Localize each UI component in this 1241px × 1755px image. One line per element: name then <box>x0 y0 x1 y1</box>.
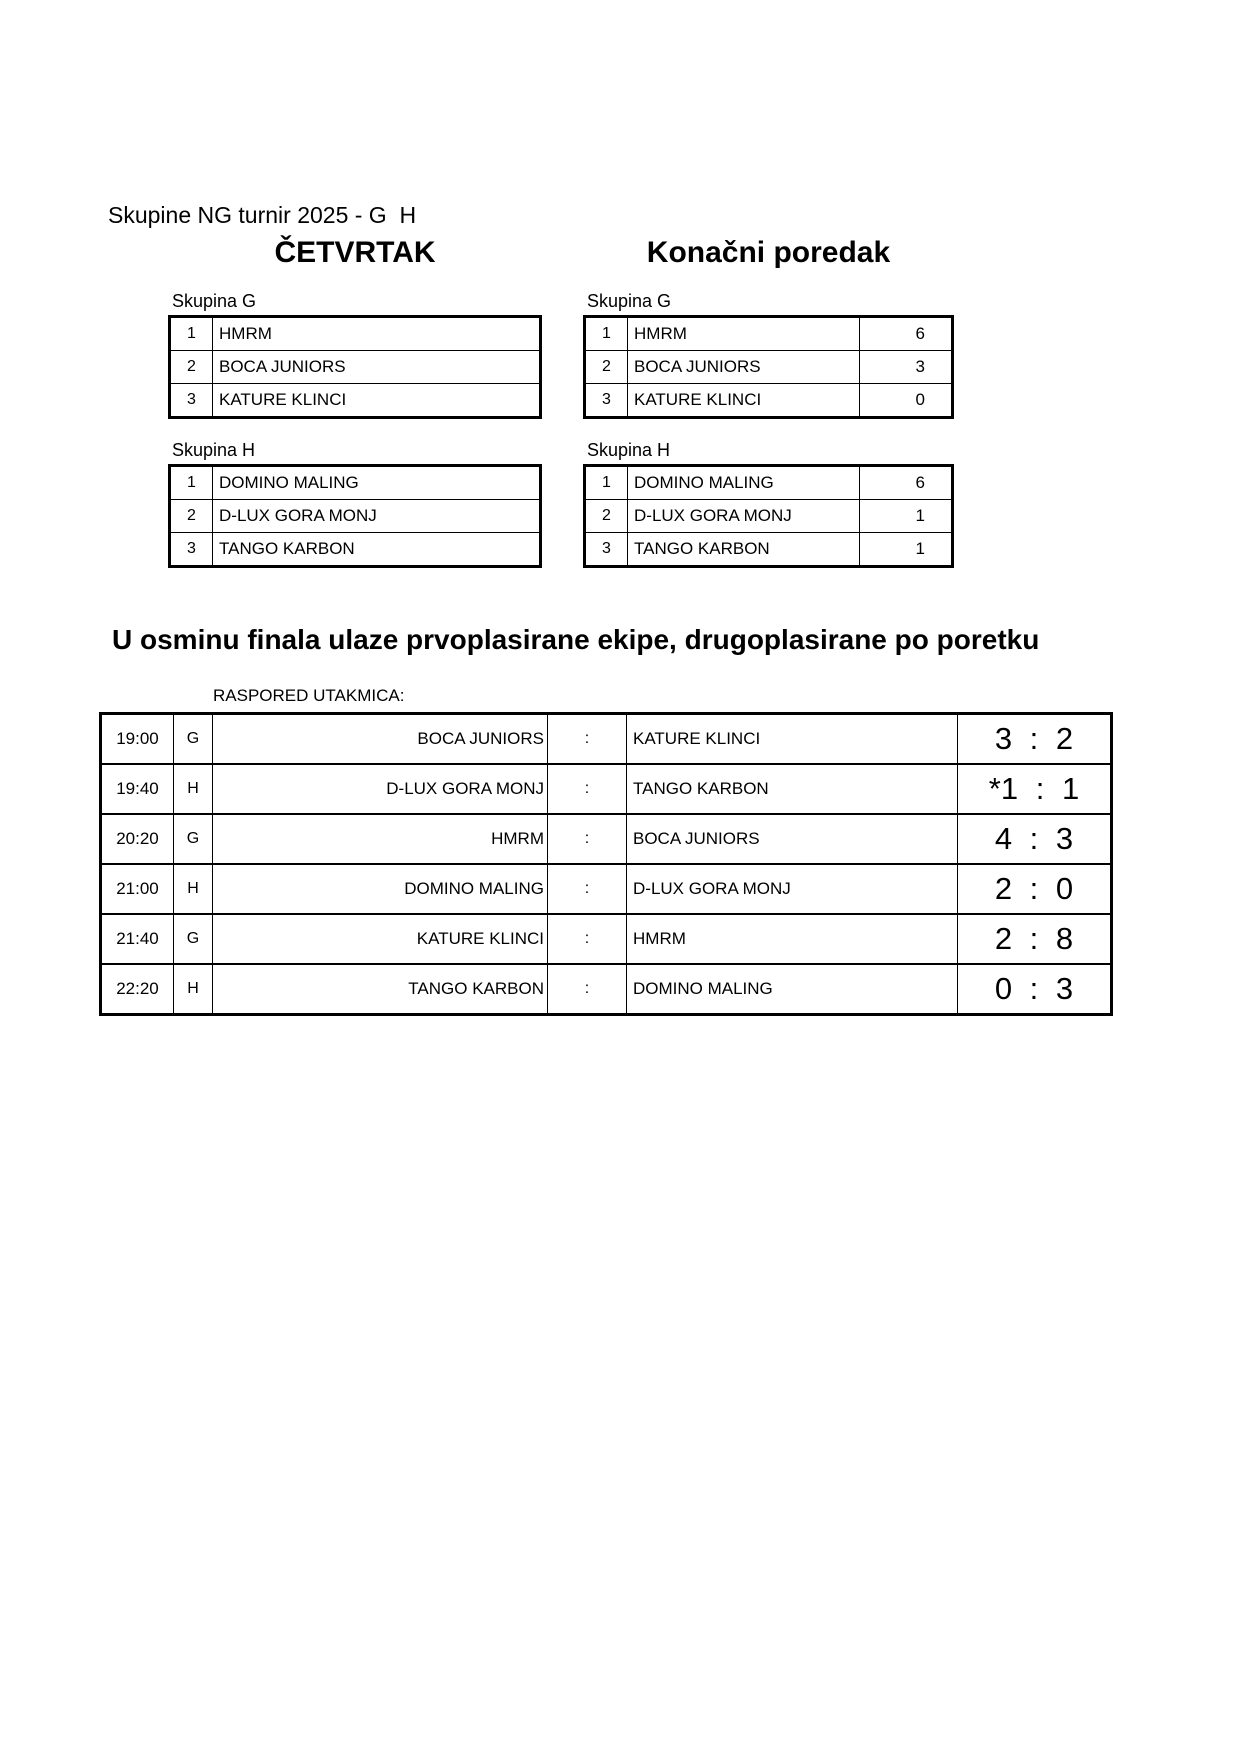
position-cell: 1 <box>170 466 213 500</box>
away-team-cell: D-LUX GORA MONJ <box>627 864 958 914</box>
away-team-cell: DOMINO MALING <box>627 964 958 1015</box>
position-cell: 2 <box>585 500 628 533</box>
position-cell: 1 <box>585 466 628 500</box>
time-cell: 21:00 <box>101 864 174 914</box>
away-team-cell: TANGO KARBON <box>627 764 958 814</box>
skupina-g-label-cetvrtak: Skupina G <box>172 291 257 311</box>
colon-cell: : <box>548 764 627 814</box>
table-row <box>585 351 953 384</box>
position-cell: 2 <box>170 351 213 384</box>
team-cell: HMRM <box>213 317 541 351</box>
time-cell: 20:20 <box>101 814 174 864</box>
table-row <box>585 317 953 351</box>
position-cell: 2 <box>170 500 213 533</box>
table-row <box>585 384 953 418</box>
schedule-table <box>99 712 1113 1016</box>
points-cell: 1 <box>860 500 953 533</box>
position-cell: 3 <box>170 384 213 418</box>
position-cell: 3 <box>170 533 213 567</box>
colon-cell: : <box>548 714 627 765</box>
group-cell: H <box>174 764 213 814</box>
cetvrtak-header: ČETVRTAK <box>274 236 436 269</box>
konacni-group-h-table <box>583 464 954 568</box>
team-cell: BOCA JUNIORS <box>628 351 860 384</box>
home-team-cell: DOMINO MALING <box>213 864 548 914</box>
table-row <box>170 533 541 567</box>
time-cell: 19:40 <box>101 764 174 814</box>
colon-cell: : <box>548 964 627 1015</box>
skupina-g-label-konacni: Skupina G <box>587 291 672 311</box>
home-team-cell: TANGO KARBON <box>213 964 548 1015</box>
team-cell: DOMINO MALING <box>628 466 860 500</box>
table-row <box>170 500 541 533</box>
position-cell: 3 <box>585 533 628 567</box>
note-heading: U osminu finala ulaze prvoplasirane ekipe, drugoplasirane po poretku <box>112 624 1040 655</box>
group-cell: H <box>174 964 213 1015</box>
schedule-row <box>101 814 1112 864</box>
position-cell: 2 <box>585 351 628 384</box>
table-row <box>585 533 953 567</box>
position-cell: 3 <box>585 384 628 418</box>
away-team-cell: HMRM <box>627 914 958 964</box>
group-cell: G <box>174 914 213 964</box>
cetvrtak-group-h-table <box>168 464 542 568</box>
points-cell: 0 <box>860 384 953 418</box>
konacni-poredak-header: Konačni poredak <box>646 236 891 269</box>
team-cell: HMRM <box>628 317 860 351</box>
schedule-row <box>101 964 1112 1015</box>
points-cell: 6 <box>860 466 953 500</box>
group-cell: G <box>174 814 213 864</box>
home-team-cell: KATURE KLINCI <box>213 914 548 964</box>
table-row <box>170 317 541 351</box>
points-cell: 1 <box>860 533 953 567</box>
time-cell: 21:40 <box>101 914 174 964</box>
table-row <box>585 500 953 533</box>
schedule-row <box>101 764 1112 814</box>
score-cell: 2 : 0 <box>958 864 1112 914</box>
table-row <box>170 351 541 384</box>
team-cell: TANGO KARBON <box>628 533 860 567</box>
schedule-row <box>101 914 1112 964</box>
skupina-h-label-konacni: Skupina H <box>587 440 671 460</box>
home-team-cell: D-LUX GORA MONJ <box>213 764 548 814</box>
schedule-label: RASPORED UTAKMICA: <box>213 686 405 705</box>
team-cell: TANGO KARBON <box>213 533 541 567</box>
position-cell: 1 <box>585 317 628 351</box>
team-cell: DOMINO MALING <box>213 466 541 500</box>
colon-cell: : <box>548 864 627 914</box>
schedule-row <box>101 714 1112 765</box>
team-cell: D-LUX GORA MONJ <box>628 500 860 533</box>
group-cell: H <box>174 864 213 914</box>
away-team-cell: KATURE KLINCI <box>627 714 958 765</box>
colon-cell: : <box>548 914 627 964</box>
away-team-cell: BOCA JUNIORS <box>627 814 958 864</box>
position-cell: 1 <box>170 317 213 351</box>
time-cell: 22:20 <box>101 964 174 1015</box>
cetvrtak-group-g-table <box>168 315 542 419</box>
group-cell: G <box>174 714 213 765</box>
colon-cell: : <box>548 814 627 864</box>
team-cell: KATURE KLINCI <box>213 384 541 418</box>
score-cell: 3 : 2 <box>958 714 1112 765</box>
points-cell: 3 <box>860 351 953 384</box>
time-cell: 19:00 <box>101 714 174 765</box>
skupina-h-label-cetvrtak: Skupina H <box>172 440 256 460</box>
score-cell: 4 : 3 <box>958 814 1112 864</box>
page-title: Skupine NG turnir 2025 - G H <box>108 202 417 228</box>
konacni-group-g-table <box>583 315 954 419</box>
home-team-cell: BOCA JUNIORS <box>213 714 548 765</box>
points-cell: 6 <box>860 317 953 351</box>
table-row <box>585 466 953 500</box>
team-cell: D-LUX GORA MONJ <box>213 500 541 533</box>
team-cell: BOCA JUNIORS <box>213 351 541 384</box>
home-team-cell: HMRM <box>213 814 548 864</box>
score-cell: 0 : 3 <box>958 964 1112 1015</box>
score-cell: *1 : 1 <box>958 764 1112 814</box>
score-cell: 2 : 8 <box>958 914 1112 964</box>
schedule-row <box>101 864 1112 914</box>
table-row <box>170 466 541 500</box>
table-row <box>170 384 541 418</box>
team-cell: KATURE KLINCI <box>628 384 860 418</box>
